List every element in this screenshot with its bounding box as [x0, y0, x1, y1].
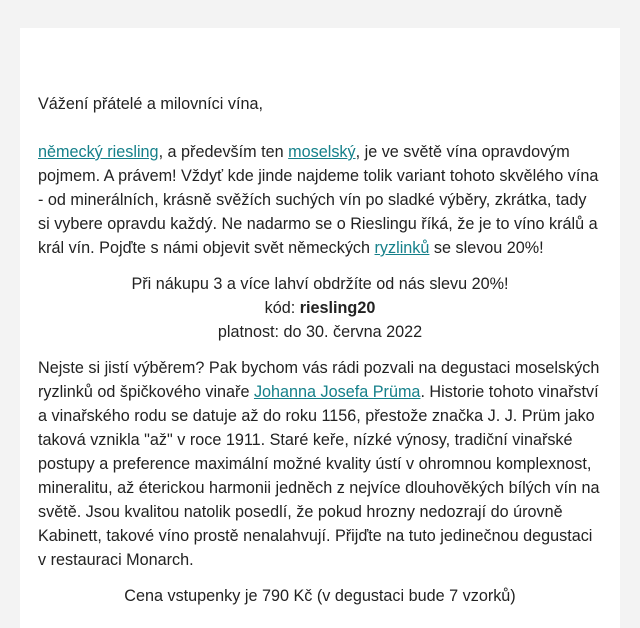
discount-offer	[38, 272, 602, 344]
email-body	[38, 92, 602, 608]
tasting-text-1: Nejste si jistí výběrem? Pak bychom vás rádi pozvali na degustaci moselských ryzlinků od špičkového vinaře	[38, 359, 600, 401]
intro-text-2: , je ve světě vína opravdovým pojmem. A právem! Vždyť kde jinde najdeme tolik variant tohoto skvělého vína - od minerálních, krásně svěžích suchých vín po sladké výběry, zkrátka, tady si vybere opravdu každý. Ne nadarmo se o Rieslingu říká, že je to víno králů a král vín. Pojďte s námi objevit svět německých	[38, 143, 599, 257]
intro-text-3: se slevou 20%!	[429, 239, 544, 257]
intro-paragraph	[38, 140, 602, 260]
discount-code-line	[38, 296, 602, 320]
rieslings-link[interactable]: ryzlinků	[374, 239, 430, 257]
intro-text-1: , a především ten	[158, 143, 289, 161]
winemaker-link[interactable]: Johanna Josefa Prüma	[253, 383, 421, 401]
mosel-link[interactable]: moselský	[288, 143, 356, 161]
tasting-paragraph	[38, 356, 602, 572]
discount-code: riesling20	[299, 299, 376, 317]
german-riesling-link[interactable]: německý riesling	[38, 143, 159, 161]
ticket-price: Cena vstupenky je 790 Kč (v degustaci bude 7 vzorků)	[124, 587, 516, 605]
tasting-text-2: . Historie tohoto vinařství a vinařského rodu se datuje až do roku 1156, přestože značka J. J. Prüm jako taková vznikla "až" v roce 1911. Staré keře, nízké výnosy, tradiční vinařské postupy a preference maximální možné kvality ústí v ohromnou komplexnost, mineralitu, až éterickou harmonii jedněch z nejvíce dlouhověkých bílých vín na světě. Jsou kvalitou natolik posedlí, že pokud hrozny nedozrají do úrovně Kabinett, takové víno prostě nenalahvují. Přijďte na tuto jedinečnou degustaci v restauraci Monarch.	[38, 383, 600, 569]
greeting: Vážení přátelé a milovníci vína,	[38, 95, 263, 113]
validity-text: platnost: do 30. června 2022	[217, 323, 423, 341]
discount-text: Při nákupu 3 a více lahví obdržíte od nás slevu 20%!	[131, 275, 509, 293]
code-label: kód:	[264, 299, 300, 317]
email-card	[20, 28, 620, 628]
